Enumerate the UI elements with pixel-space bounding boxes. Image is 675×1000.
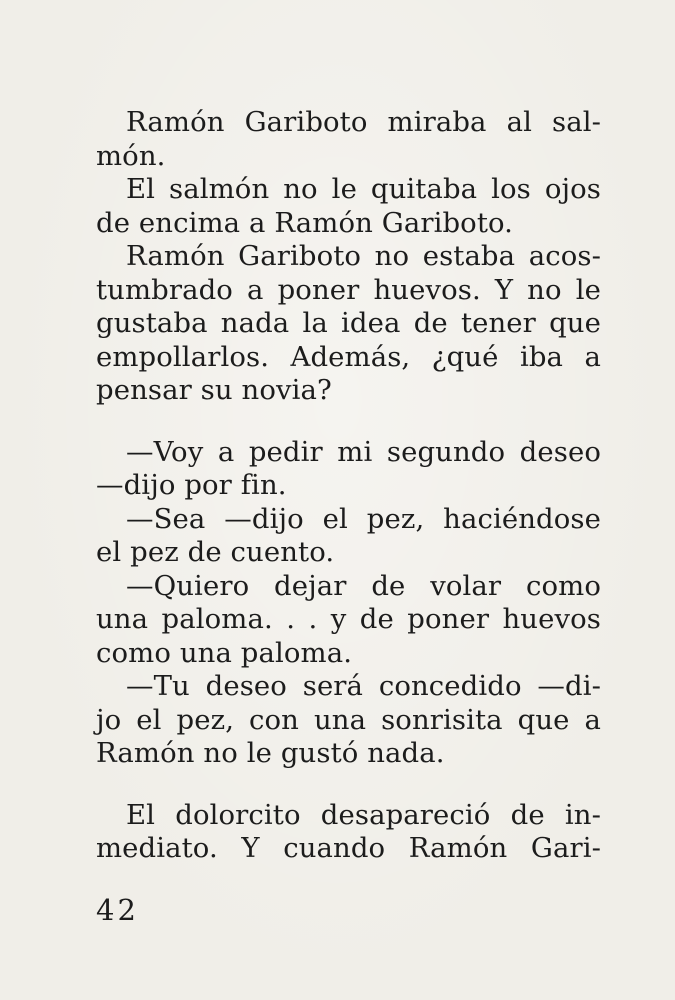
text-line: empollarlos. Además, ¿qué iba a — [96, 340, 601, 373]
text-line: —Quiero dejar de volar como — [126, 569, 601, 602]
paragraph — [96, 799, 601, 866]
text-line: —Tu deseo será concedido —di- — [126, 670, 601, 702]
text-line: como una paloma. — [96, 636, 353, 669]
text-line: jo el pez, con una sonrisita que a — [96, 703, 601, 736]
text-line: Ramón Gariboto no estaba acos- — [126, 240, 601, 272]
paragraph — [96, 503, 601, 570]
text-line: El dolorcito desapareció de in- — [126, 798, 601, 831]
text-line: mediato. Y cuando Ramón Gari- — [96, 832, 601, 864]
text-line: món. — [96, 139, 166, 172]
paragraph — [96, 570, 601, 671]
text-line: —Voy a pedir mi segundo deseo — [126, 435, 601, 468]
paragraph — [96, 106, 601, 173]
text-line: Ramón Gariboto miraba al sal- — [126, 106, 601, 138]
paragraph — [96, 436, 601, 503]
text-line: de encima a Ramón Gariboto. — [96, 206, 513, 239]
text-line: —dijo por fin. — [96, 469, 287, 501]
text-line: —Sea —dijo el pez, haciéndose — [126, 502, 601, 535]
text-line: pensar su novia? — [96, 374, 332, 406]
paragraph — [96, 670, 601, 771]
text-line: gustaba nada la idea de tener que — [96, 307, 601, 339]
body-text — [96, 106, 601, 866]
paragraph — [96, 173, 601, 240]
paragraph — [96, 240, 601, 408]
text-line: el pez de cuento. — [96, 536, 335, 568]
page-number: 42 — [96, 893, 139, 927]
text-line: una paloma. . . y de poner huevos — [96, 603, 601, 635]
section-break — [96, 408, 601, 436]
text-line: Ramón no le gustó nada. — [96, 737, 445, 769]
text-line: tumbrado a poner huevos. Y no le — [96, 273, 601, 306]
section-break — [96, 771, 601, 799]
text-line: El salmón no le quitaba los ojos — [126, 173, 601, 205]
